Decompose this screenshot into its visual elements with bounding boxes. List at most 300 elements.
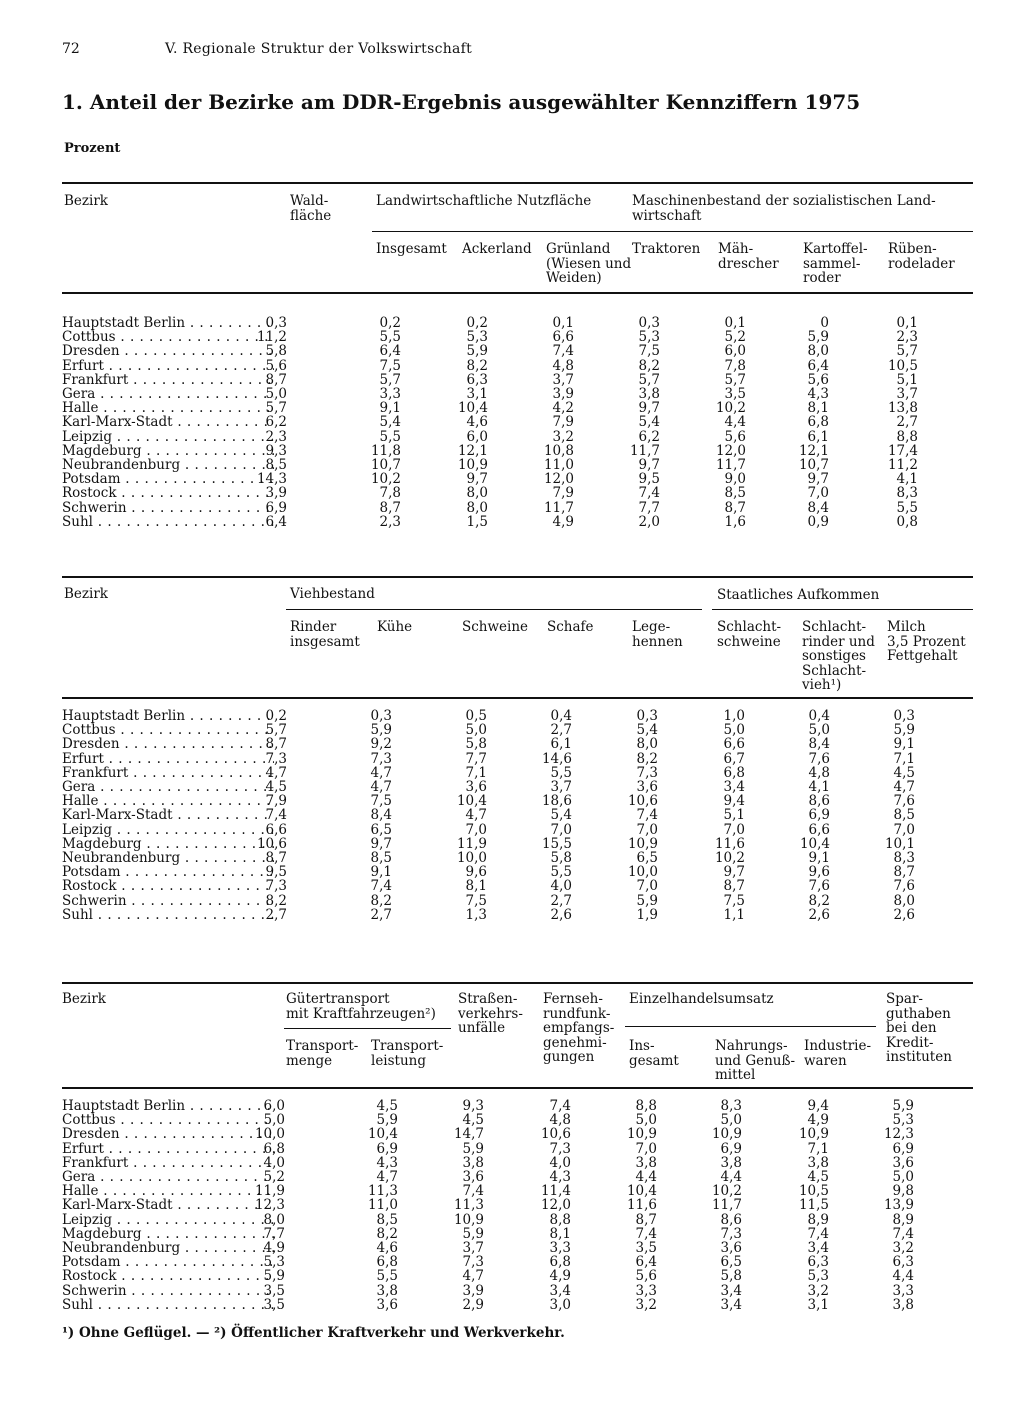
district-name: Suhl . . . bbox=[62, 1298, 274, 1312]
table-cell: 8,0 bbox=[636, 736, 658, 753]
table-cell: 4,9 bbox=[807, 1112, 829, 1129]
district-name: Erfurt . . . bbox=[62, 1142, 274, 1156]
table-cell: 4,8 bbox=[549, 1112, 571, 1129]
table-cell: 7,0 bbox=[807, 485, 829, 502]
table-cell: 8,9 bbox=[807, 1211, 829, 1228]
table-cell: 7,9 bbox=[552, 485, 574, 502]
table-cell: 8,7 bbox=[723, 878, 745, 895]
table-cell: 11,8 bbox=[370, 442, 401, 459]
table-cell: 6,4 bbox=[807, 357, 829, 374]
table-cell: 4,9 bbox=[549, 1268, 571, 1285]
table-cell: 8,2 bbox=[370, 892, 392, 909]
table-cell: 7,7 bbox=[263, 1225, 285, 1242]
table-cell: 8,7 bbox=[379, 499, 401, 516]
table-3-col-insgesamt: Ins- gesamt bbox=[629, 1038, 679, 1069]
table-2-sub-rule-left bbox=[286, 609, 702, 610]
table-cell: 4,7 bbox=[376, 1169, 398, 1185]
table-cell: 11,7 bbox=[711, 1197, 742, 1214]
table-cell: 4,9 bbox=[263, 1240, 285, 1256]
district-name: Karl-Marx-Stadt . . . bbox=[62, 415, 274, 429]
table-cell: 8,4 bbox=[808, 736, 830, 753]
district-name: Halle . . . bbox=[62, 794, 274, 808]
table-2-header-rule bbox=[62, 697, 973, 699]
table-cell: 3,2 bbox=[635, 1296, 657, 1313]
district-name: Potsdam . . . bbox=[62, 1255, 274, 1269]
table-cell: 5,0 bbox=[263, 1112, 285, 1129]
table-cell: 7,6 bbox=[808, 878, 830, 895]
table-cell: 8,8 bbox=[896, 428, 918, 445]
table-3-col-strassenverkehrsunfaelle: Straßen- verkehrs- unfälle bbox=[458, 991, 523, 1036]
district-name: Leipzig . . . bbox=[62, 430, 274, 444]
district-name: Potsdam . . . bbox=[62, 472, 274, 486]
table-cell: 10,2 bbox=[714, 850, 745, 866]
table-cell: 4,1 bbox=[808, 779, 830, 795]
table-cell: 7,4 bbox=[549, 1098, 571, 1114]
table-cell: 4,3 bbox=[807, 386, 829, 402]
table-cell: 6,9 bbox=[376, 1140, 398, 1157]
table-cell: 8,2 bbox=[376, 1225, 398, 1242]
table-cell: 6,4 bbox=[265, 513, 287, 530]
table-2-col-kuehe: Kühe bbox=[377, 619, 413, 635]
table-cell: 6,3 bbox=[807, 1254, 829, 1271]
table-cell: 7,4 bbox=[552, 343, 574, 360]
district-name: Leipzig . . . bbox=[62, 1213, 274, 1227]
table-cell: 1,0 bbox=[723, 708, 745, 724]
table-3-col-industriewaren: Industrie- waren bbox=[804, 1038, 872, 1069]
table-cell: 7,4 bbox=[635, 1225, 657, 1242]
table-cell: 7,0 bbox=[893, 821, 915, 838]
table-cell: 2,7 bbox=[370, 906, 392, 923]
table-cell: 3,7 bbox=[550, 779, 572, 795]
table-cell: 6,8 bbox=[807, 414, 829, 431]
district-name: Schwerin . . . bbox=[62, 1284, 274, 1298]
table-cell: 10,9 bbox=[798, 1126, 829, 1143]
table-cell: 12,3 bbox=[254, 1197, 285, 1214]
table-cell: 5,7 bbox=[896, 343, 918, 360]
table-cell: 5,6 bbox=[265, 357, 287, 374]
table-cell: 10,9 bbox=[457, 457, 488, 473]
table-cell: 5,5 bbox=[550, 864, 572, 881]
district-name: Karl-Marx-Stadt . . . bbox=[62, 1198, 274, 1212]
table-cell: 11,9 bbox=[456, 835, 487, 852]
table-cell: 10,5 bbox=[887, 357, 918, 374]
table-cell: 6,5 bbox=[370, 821, 392, 838]
table-cell: 6,8 bbox=[723, 764, 745, 781]
table-cell: 5,7 bbox=[265, 722, 287, 739]
district-name: Magdeburg . . . bbox=[62, 837, 274, 851]
table-cell: 4,0 bbox=[550, 878, 572, 895]
table-cell: 7,5 bbox=[638, 343, 660, 360]
table-cell: 8,7 bbox=[724, 499, 746, 516]
district-name: Cottbus . . . bbox=[62, 330, 274, 344]
table-cell: 4,3 bbox=[549, 1169, 571, 1185]
district-name: Potsdam . . . bbox=[62, 865, 274, 879]
table-cell: 0,2 bbox=[379, 315, 401, 331]
table-cell: 9,1 bbox=[379, 400, 401, 417]
table-cell: 4,5 bbox=[893, 764, 915, 781]
table-cell: 8,4 bbox=[370, 807, 392, 824]
table-cell: 2,6 bbox=[550, 906, 572, 923]
table-cell: 11,7 bbox=[543, 499, 574, 516]
table-3-sub-rule-right bbox=[625, 1026, 876, 1027]
table-cell: 9,2 bbox=[370, 736, 392, 753]
unit-label: Prozent bbox=[64, 141, 121, 156]
table-cell: 8,5 bbox=[724, 485, 746, 502]
district-name: Erfurt . . . bbox=[62, 359, 274, 373]
table-cell: 8,7 bbox=[635, 1211, 657, 1228]
table-cell: 5,4 bbox=[636, 722, 658, 739]
table-cell: 6,5 bbox=[720, 1254, 742, 1271]
table-2-group-staatliches-aufkommen: Staatliches Aufkommen bbox=[717, 587, 880, 603]
table-cell: 4,5 bbox=[807, 1169, 829, 1185]
table-cell: 3,8 bbox=[462, 1154, 484, 1171]
table-cell: 3,2 bbox=[807, 1282, 829, 1299]
table-cell: 7,5 bbox=[723, 892, 745, 909]
table-3-col-sparguthaben: Spar- guthaben bei den Kredit- instituten bbox=[886, 991, 952, 1065]
table-cell: 3,5 bbox=[263, 1282, 285, 1299]
table-cell: 5,8 bbox=[720, 1268, 742, 1285]
table-cell: 9,7 bbox=[638, 400, 660, 417]
table-cell: 11,7 bbox=[715, 457, 746, 473]
table-cell: 1,5 bbox=[466, 513, 488, 530]
table-cell: 8,7 bbox=[265, 736, 287, 753]
table-cell: 5,3 bbox=[807, 1268, 829, 1285]
table-cell: 11,2 bbox=[887, 457, 918, 473]
table-cell: 8,4 bbox=[807, 499, 829, 516]
table-cell: 7,4 bbox=[370, 878, 392, 895]
table-cell: 3,8 bbox=[376, 1282, 398, 1299]
table-1-col-gruenland: Grünland (Wiesen und Weiden) bbox=[546, 241, 632, 286]
table-cell: 3,5 bbox=[724, 386, 746, 402]
table-cell: 8,8 bbox=[549, 1211, 571, 1228]
table-1-col-kartoffelsammelroder: Kartoffel- sammel- roder bbox=[803, 241, 868, 286]
table-cell: 5,8 bbox=[465, 736, 487, 753]
table-cell: 3,8 bbox=[638, 386, 660, 402]
district-name: Hauptstadt Berlin . . . bbox=[62, 1099, 274, 1113]
table-cell: 6,3 bbox=[892, 1254, 914, 1271]
table-cell: 6,9 bbox=[808, 807, 830, 824]
table-cell: 10,9 bbox=[626, 1126, 657, 1143]
table-cell: 10,4 bbox=[626, 1183, 657, 1200]
table-cell: 6,4 bbox=[635, 1254, 657, 1271]
district-name: Gera . . . bbox=[62, 1170, 274, 1184]
table-cell: 2,3 bbox=[379, 513, 401, 530]
table-cell: 4,2 bbox=[552, 400, 574, 417]
table-cell: 2,3 bbox=[896, 329, 918, 346]
page-number: 72 bbox=[62, 41, 80, 57]
table-cell: 11,9 bbox=[254, 1183, 285, 1200]
table-cell: 9,3 bbox=[462, 1098, 484, 1114]
table-cell: 8,0 bbox=[466, 499, 488, 516]
table-cell: 6,5 bbox=[636, 850, 658, 866]
table-1-col-bezirk: Bezirk bbox=[64, 193, 108, 209]
table-cell: 7,4 bbox=[636, 807, 658, 824]
table-cell: 11,3 bbox=[453, 1197, 484, 1214]
table-cell: 4,8 bbox=[552, 357, 574, 374]
table-cell: 3,6 bbox=[720, 1240, 742, 1256]
table-cell: 5,3 bbox=[263, 1254, 285, 1271]
table-cell: 4,7 bbox=[893, 779, 915, 795]
table-cell: 4,1 bbox=[896, 471, 918, 488]
table-cell: 18,6 bbox=[541, 793, 572, 810]
table-2-col-milch: Milch 3,5 Prozent Fettgehalt bbox=[887, 619, 966, 664]
table-cell: 0,9 bbox=[807, 513, 829, 530]
table-cell: 7,3 bbox=[265, 750, 287, 767]
district-name: Erfurt . . . bbox=[62, 752, 274, 766]
table-cell: 11,4 bbox=[540, 1183, 571, 1200]
district-name: Dresden . . . bbox=[62, 737, 274, 751]
table-2-col-bezirk: Bezirk bbox=[64, 586, 108, 602]
district-name: Gera . . . bbox=[62, 387, 274, 401]
table-cell: 4,4 bbox=[635, 1169, 657, 1185]
table-cell: 12,1 bbox=[798, 442, 829, 459]
table-cell: 7,3 bbox=[462, 1254, 484, 1271]
table-cell: 8,1 bbox=[465, 878, 487, 895]
table-cell: 10,0 bbox=[254, 1126, 285, 1143]
table-cell: 10,2 bbox=[370, 471, 401, 488]
table-cell: 3,6 bbox=[462, 1169, 484, 1185]
table-cell: 4,7 bbox=[465, 807, 487, 824]
table-cell: 6,0 bbox=[466, 428, 488, 445]
table-cell: 3,3 bbox=[549, 1240, 571, 1256]
table-cell: 4,6 bbox=[466, 414, 488, 431]
table-cell: 0,1 bbox=[724, 315, 746, 331]
table-2-col-legehennen: Lege- hennen bbox=[632, 619, 683, 650]
table-cell: 3,9 bbox=[265, 485, 287, 502]
table-cell: 5,9 bbox=[892, 1098, 914, 1114]
table-cell: 5,0 bbox=[892, 1169, 914, 1185]
table-cell: 4,4 bbox=[724, 414, 746, 431]
table-cell: 5,5 bbox=[550, 764, 572, 781]
table-cell: 7,0 bbox=[636, 821, 658, 838]
table-cell: 5,9 bbox=[376, 1112, 398, 1129]
table-3-col-bezirk: Bezirk bbox=[62, 991, 106, 1007]
table-cell: 8,9 bbox=[892, 1211, 914, 1228]
table-cell: 11,3 bbox=[367, 1183, 398, 1200]
table-cell: 5,7 bbox=[379, 371, 401, 388]
table-cell: 6,6 bbox=[265, 821, 287, 838]
table-cell: 9,3 bbox=[265, 442, 287, 459]
table-cell: 10,5 bbox=[798, 1183, 829, 1200]
table-cell: 9,1 bbox=[370, 864, 392, 881]
table-cell: 2,3 bbox=[265, 428, 287, 445]
table-cell: 7,5 bbox=[370, 793, 392, 810]
table-cell: 10,6 bbox=[540, 1126, 571, 1143]
district-name: Suhl . . . bbox=[62, 908, 274, 922]
table-cell: 6,0 bbox=[263, 1098, 285, 1114]
table-cell: 7,1 bbox=[465, 764, 487, 781]
table-cell: 5,7 bbox=[265, 400, 287, 417]
table-cell: 7,3 bbox=[636, 764, 658, 781]
table-1-group-lnf: Landwirtschaftliche Nutzfläche bbox=[376, 193, 592, 209]
table-cell: 0,8 bbox=[896, 513, 918, 530]
table-cell: 4,5 bbox=[376, 1098, 398, 1114]
table-cell: 9,7 bbox=[807, 471, 829, 488]
table-cell: 3,8 bbox=[892, 1296, 914, 1313]
table-cell: 9,5 bbox=[265, 864, 287, 881]
district-name: Rostock . . . bbox=[62, 879, 274, 893]
table-2-col-schafe: Schafe bbox=[547, 619, 594, 635]
table-cell: 10,4 bbox=[799, 835, 830, 852]
table-3-sub-rule-left bbox=[284, 1028, 451, 1029]
table-cell: 6,1 bbox=[550, 736, 572, 753]
table-cell: 7,7 bbox=[638, 499, 660, 516]
table-cell: 2,6 bbox=[808, 906, 830, 923]
table-cell: 5,6 bbox=[807, 371, 829, 388]
table-cell: 4,3 bbox=[376, 1154, 398, 1171]
table-cell: 2,7 bbox=[265, 906, 287, 923]
table-cell: 12,0 bbox=[540, 1197, 571, 1214]
table-cell: 9,8 bbox=[892, 1183, 914, 1200]
table-cell: 13,8 bbox=[887, 400, 918, 417]
table-cell: 5,8 bbox=[265, 343, 287, 360]
table-cell: 8,7 bbox=[893, 864, 915, 881]
table-cell: 4,7 bbox=[370, 779, 392, 795]
table-1-col-insgesamt: Insgesamt bbox=[376, 241, 447, 257]
table-cell: 3,0 bbox=[549, 1296, 571, 1313]
table-cell: 10,1 bbox=[884, 835, 915, 852]
table-cell: 8,2 bbox=[808, 892, 830, 909]
table-cell: 9,5 bbox=[638, 471, 660, 488]
table-1-col-waldflaeche: Wald- fläche bbox=[290, 193, 332, 224]
table-cell: 7,3 bbox=[720, 1225, 742, 1242]
table-cell: 9,1 bbox=[893, 736, 915, 753]
table-cell: 6,6 bbox=[808, 821, 830, 838]
district-name: Gera . . . bbox=[62, 780, 274, 794]
table-cell: 8,6 bbox=[720, 1211, 742, 1228]
table-cell: 4,7 bbox=[265, 764, 287, 781]
table-2-col-schweine: Schweine bbox=[462, 619, 529, 635]
district-name: Neubrandenburg . . . bbox=[62, 458, 274, 472]
table-cell: 8,0 bbox=[263, 1211, 285, 1228]
table-1-group-maschinen: Maschinenbestand der sozialistischen Land- wirtschaft bbox=[632, 193, 936, 224]
table-3-header-rule bbox=[62, 1087, 973, 1089]
district-name: Frankfurt . . . bbox=[62, 373, 274, 387]
table-cell: 6,6 bbox=[723, 736, 745, 753]
district-name: Halle . . . bbox=[62, 401, 274, 415]
table-cell: 10,6 bbox=[627, 793, 658, 810]
table-cell: 6,7 bbox=[723, 750, 745, 767]
table-cell: 0,2 bbox=[466, 315, 488, 331]
table-cell: 8,6 bbox=[808, 793, 830, 810]
table-cell: 0,3 bbox=[370, 708, 392, 724]
table-cell: 7,0 bbox=[723, 821, 745, 838]
table-cell: 7,9 bbox=[552, 414, 574, 431]
table-cell: 5,0 bbox=[720, 1112, 742, 1129]
table-cell: 9,7 bbox=[466, 471, 488, 488]
table-cell: 2,0 bbox=[638, 513, 660, 530]
table-cell: 5,9 bbox=[462, 1225, 484, 1242]
table-cell: 10,8 bbox=[543, 442, 574, 459]
table-cell: 7,6 bbox=[893, 878, 915, 895]
table-2-group-viehbestand: Viehbestand bbox=[290, 586, 375, 602]
table-cell: 5,7 bbox=[724, 371, 746, 388]
table-cell: 7,6 bbox=[893, 793, 915, 810]
district-name: Schwerin . . . bbox=[62, 894, 274, 908]
table-1-col-maehdrescher: Mäh- drescher bbox=[718, 241, 779, 272]
table-cell: 3,2 bbox=[892, 1240, 914, 1256]
table-cell: 7,0 bbox=[550, 821, 572, 838]
table-1-col-ruebenrodelader: Rüben- rodelader bbox=[888, 241, 955, 272]
running-head: V. Regionale Struktur der Volkswirtschaft bbox=[165, 41, 473, 57]
table-cell: 12,1 bbox=[457, 442, 488, 459]
table-2-top-rule bbox=[62, 576, 973, 578]
table-cell: 10,0 bbox=[456, 850, 487, 866]
table-cell: 0,1 bbox=[552, 315, 574, 331]
table-cell: 3,3 bbox=[892, 1282, 914, 1299]
table-cell: 0,3 bbox=[638, 315, 660, 331]
table-cell: 11,2 bbox=[256, 329, 287, 346]
table-cell: 9,0 bbox=[724, 471, 746, 488]
table-cell: 8,3 bbox=[720, 1098, 742, 1114]
table-cell: 3,1 bbox=[466, 386, 488, 402]
table-cell: 7,8 bbox=[724, 357, 746, 374]
table-cell: 10,7 bbox=[798, 457, 829, 473]
table-cell: 5,2 bbox=[724, 329, 746, 346]
table-cell: 4,9 bbox=[552, 513, 574, 530]
table-cell: 14,6 bbox=[541, 750, 572, 767]
table-cell: 4,4 bbox=[720, 1169, 742, 1185]
district-name: Rostock . . . bbox=[62, 1269, 274, 1283]
table-cell: 10,4 bbox=[457, 400, 488, 417]
table-cell: 8,0 bbox=[466, 485, 488, 502]
table-cell: 3,7 bbox=[896, 386, 918, 402]
table-cell: 1,1 bbox=[723, 906, 745, 923]
table-cell: 5,5 bbox=[379, 329, 401, 346]
table-cell: 5,4 bbox=[379, 414, 401, 431]
table-cell: 3,9 bbox=[552, 386, 574, 402]
table-cell: 17,4 bbox=[887, 442, 918, 459]
table-cell: 4,7 bbox=[462, 1268, 484, 1285]
table-cell: 6,2 bbox=[638, 428, 660, 445]
table-cell: 7,3 bbox=[549, 1140, 571, 1157]
table-1-top-rule bbox=[62, 182, 973, 184]
table-cell: 0,2 bbox=[265, 708, 287, 724]
table-cell: 5,3 bbox=[892, 1112, 914, 1129]
table-cell: 11,7 bbox=[629, 442, 660, 459]
table-cell: 0,3 bbox=[265, 315, 287, 331]
table-cell: 0,3 bbox=[893, 708, 915, 724]
table-cell: 7,6 bbox=[808, 750, 830, 767]
table-cell: 3,4 bbox=[723, 779, 745, 795]
table-cell: 0 bbox=[820, 315, 829, 331]
district-name: Rostock . . . bbox=[62, 486, 274, 500]
table-cell: 10,4 bbox=[456, 793, 487, 810]
table-cell: 5,5 bbox=[896, 499, 918, 516]
table-1-header-rule bbox=[62, 292, 973, 294]
table-cell: 9,6 bbox=[808, 864, 830, 881]
table-cell: 7,1 bbox=[807, 1140, 829, 1157]
table-cell: 8,2 bbox=[466, 357, 488, 374]
table-cell: 5,8 bbox=[550, 850, 572, 866]
table-cell: 7,4 bbox=[462, 1183, 484, 1200]
table-cell: 3,3 bbox=[379, 386, 401, 402]
table-cell: 8,2 bbox=[636, 750, 658, 767]
table-cell: 3,4 bbox=[720, 1282, 742, 1299]
table-cell: 9,6 bbox=[465, 864, 487, 881]
table-cell: 6,9 bbox=[265, 499, 287, 516]
table-cell: 7,9 bbox=[265, 793, 287, 810]
table-cell: 7,0 bbox=[635, 1140, 657, 1157]
district-name: Hauptstadt Berlin . . . bbox=[62, 316, 274, 330]
table-cell: 8,7 bbox=[265, 850, 287, 866]
table-cell: 11,5 bbox=[798, 1197, 829, 1214]
table-cell: 2,7 bbox=[550, 892, 572, 909]
table-cell: 5,1 bbox=[896, 371, 918, 388]
table-cell: 0,5 bbox=[465, 708, 487, 724]
district-name: Karl-Marx-Stadt . . . bbox=[62, 808, 274, 822]
table-cell: 9,4 bbox=[723, 793, 745, 810]
